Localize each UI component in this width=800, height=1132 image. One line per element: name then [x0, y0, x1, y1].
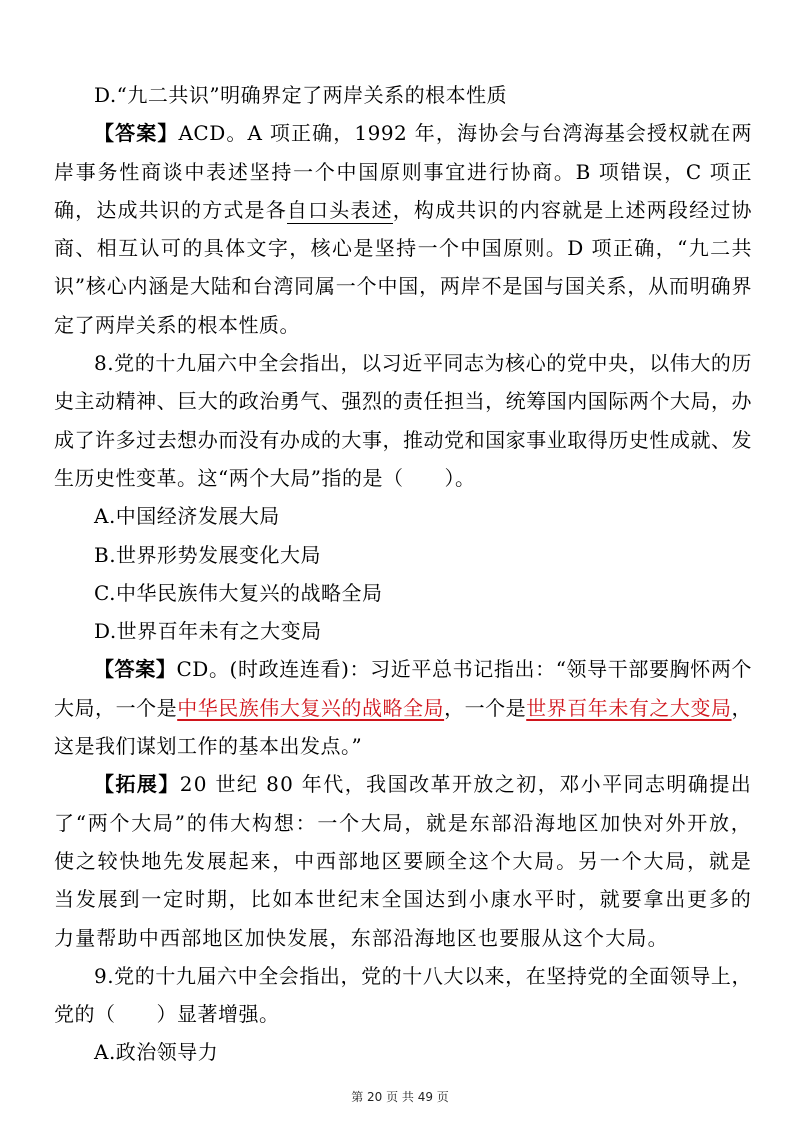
- answer-label: 【答案】: [94, 121, 179, 146]
- q8-option-c: C.中华民族伟大复兴的战略全局: [94, 580, 383, 605]
- answer-label: 【答案】: [94, 657, 177, 682]
- q8-option-a: A.中国经济发展大局: [94, 504, 280, 529]
- answer-highlight-1: 中华民族伟大复兴的战略全局: [177, 695, 445, 720]
- answer-text-part2: ，构成共识的内容就是上述两段经过协商、相互认可的具体文字，核心是坚持一个中国原则。D 项正确，“九二共识”核心内涵是大陆和台湾同属一个中国，两岸不是国与国关系，从而明确界定了两岸关系的根本性质。: [54, 197, 752, 337]
- q8-answer: [54, 650, 752, 765]
- answer-text-part1: CD。(时政连连看)：习近平总书记指出：“领导干部要胸怀两个大局，一个是: [54, 657, 753, 720]
- answer-highlight-2: 世界百年未有之大变局: [526, 695, 732, 720]
- answer-text-part1: ACD。A 项正确，1992 年，海协会与台湾海基会授权就在两岸事务性商谈中表述坚持一个中国原则事宜进行协商。B 项错误，C 项正确，达成共识的方式是各: [54, 121, 752, 222]
- extension-text: 20 世纪 80 年代，我国改革开放之初，邓小平同志明确提出了“两个大局”的伟大构想：一个大局，就是东部沿海地区加快对外开放，使之较快地先发展起来，中西部地区要顾全这个大局。另一个大局，就是当发展到一定时期，比如本世纪末全国达到小康水平时，就要拿出更多的力量帮助中西部地区加快发展，东部沿海地区也要服从这个大局。: [54, 772, 752, 950]
- answer-text-part2: ，一个是: [444, 695, 527, 720]
- q7-option-d: D.“九二共识”明确界定了两岸关系的根本性质: [94, 83, 508, 107]
- extension-label: 【拓展】: [94, 772, 180, 797]
- q8-option-b: B.世界形势发展变化大局: [94, 542, 322, 567]
- answer-underlined-text: 自口头表述: [286, 197, 393, 222]
- page-footer: 第 20 页 共 49 页: [351, 1090, 449, 1104]
- answer-text-part3: ，这是我们谋划工作的基本出发点。”: [54, 695, 753, 759]
- q8-extension: [54, 765, 752, 956]
- q7-answer: [54, 114, 752, 344]
- q9-option-a: A.政治领导力: [94, 1040, 219, 1065]
- q9-stem: 9.党的十九届六中全会指出，党的十八大以来，在坚持党的全面领导上，党的（ ）显著增强。: [54, 963, 752, 1027]
- q8-stem: 8.党的十九届六中全会指出，以习近平同志为核心的党中央，以伟大的历史主动精神、巨大的政治勇气、强烈的责任担当，统筹国内国际两个大局，办成了许多过去想办而没有办成的大事，推动党和国家事业取得历史性成就、发生历史性变革。这“两个大局”指的是（ ）。: [54, 351, 752, 490]
- page-content: [54, 76, 752, 1072]
- q8-option-d: D.世界百年未有之大变局: [94, 619, 322, 644]
